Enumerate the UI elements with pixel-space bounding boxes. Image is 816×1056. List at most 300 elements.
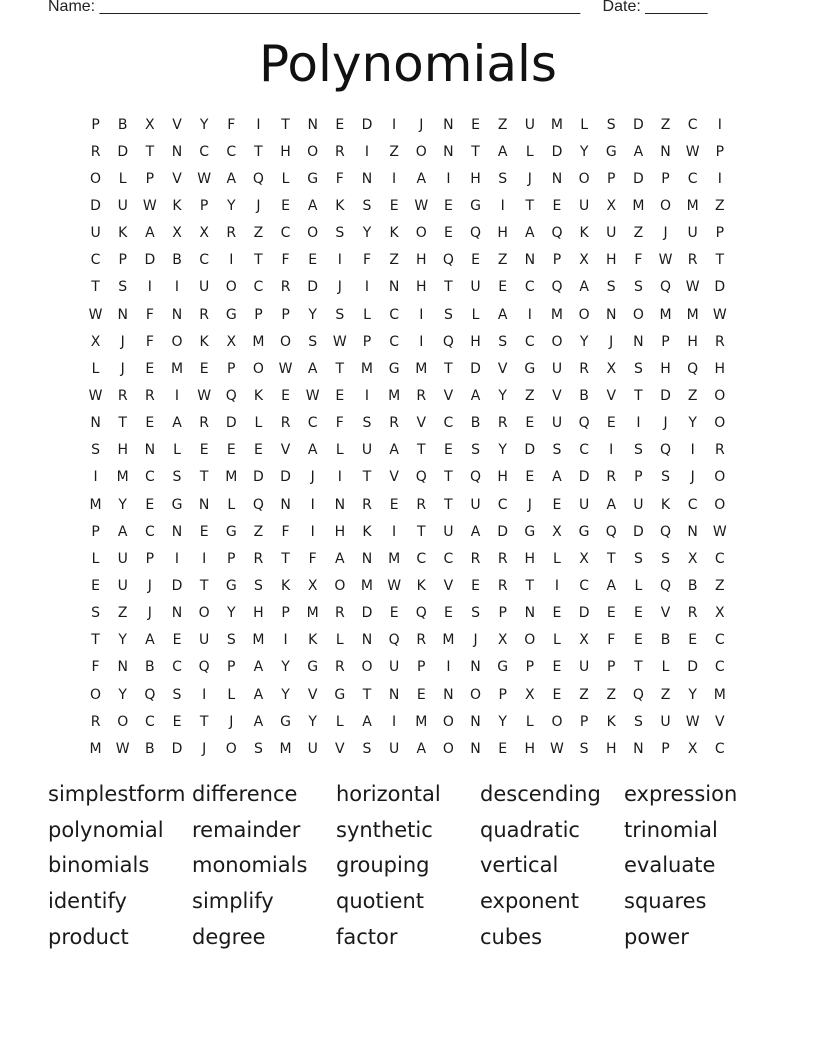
grid-cell[interactable]: T — [444, 496, 453, 513]
grid-cell[interactable]: C — [172, 659, 182, 676]
grid-cell[interactable]: V — [497, 360, 508, 377]
name-field-label[interactable]: Name: ______________________________________________________ — [48, 0, 581, 15]
grid-cell[interactable]: A — [335, 550, 345, 567]
grid-cell[interactable]: U — [388, 659, 400, 676]
grid-cell[interactable]: R — [470, 550, 481, 567]
grid-cell[interactable]: R — [416, 632, 427, 649]
grid-cell[interactable]: C — [199, 143, 210, 160]
grid-cell[interactable]: A — [145, 225, 155, 242]
grid-cell[interactable]: Q — [470, 225, 482, 242]
grid-cell[interactable]: F — [607, 632, 616, 649]
grid-cell[interactable]: S — [661, 469, 670, 486]
grid-cell[interactable]: W — [712, 306, 727, 323]
grid-cell[interactable]: I — [310, 523, 315, 540]
grid-cell[interactable]: Y — [579, 333, 589, 350]
grid-cell[interactable]: Z — [579, 686, 589, 703]
grid-cell[interactable]: M — [550, 116, 563, 133]
grid-cell[interactable]: Q — [388, 632, 400, 649]
grid-cell[interactable]: J — [337, 279, 342, 296]
grid-cell[interactable]: Y — [498, 387, 507, 404]
grid-cell[interactable]: E — [308, 252, 318, 269]
grid-cell[interactable]: R — [334, 143, 345, 160]
grid-cell[interactable]: Q — [252, 496, 264, 513]
grid-cell[interactable]: I — [147, 279, 152, 296]
grid-cell[interactable]: S — [335, 225, 345, 242]
grid-cell[interactable]: E — [498, 279, 508, 296]
grid-cell[interactable]: U — [578, 659, 590, 676]
grid-cell[interactable]: P — [91, 523, 100, 540]
grid-cell[interactable]: D — [253, 469, 264, 486]
grid-cell[interactable]: S — [661, 550, 670, 567]
grid-cell[interactable]: N — [171, 143, 183, 160]
grid-cell[interactable]: E — [199, 442, 209, 459]
grid-cell[interactable]: M — [686, 306, 699, 323]
grid-cell[interactable]: Q — [660, 577, 672, 594]
grid-cell[interactable]: O — [280, 333, 292, 350]
grid-cell[interactable]: E — [226, 442, 236, 459]
grid-cell[interactable]: D — [551, 143, 563, 160]
grid-cell[interactable]: T — [416, 442, 426, 459]
grid-cell[interactable]: P — [118, 252, 127, 269]
grid-cell[interactable]: F — [145, 333, 154, 350]
grid-cell[interactable]: L — [471, 306, 480, 323]
grid-cell[interactable]: N — [144, 442, 156, 459]
grid-cell[interactable]: H — [497, 225, 508, 242]
grid-cell[interactable]: H — [470, 333, 481, 350]
grid-cell[interactable]: T — [471, 143, 480, 160]
grid-cell[interactable]: X — [172, 225, 182, 242]
grid-cell[interactable]: C — [579, 442, 589, 459]
grid-cell[interactable]: L — [91, 550, 100, 567]
grid-cell[interactable]: D — [578, 605, 590, 622]
grid-cell[interactable]: A — [362, 713, 372, 730]
grid-cell[interactable]: E — [471, 116, 480, 133]
grid-cell[interactable]: J — [609, 333, 614, 350]
grid-cell[interactable]: N — [280, 496, 291, 513]
grid-cell[interactable]: W — [387, 577, 402, 594]
grid-cell[interactable]: N — [606, 306, 617, 323]
grid-cell[interactable]: D — [171, 577, 183, 594]
grid-cell[interactable]: R — [362, 496, 372, 513]
grid-cell[interactable]: Z — [117, 605, 128, 622]
grid-cell[interactable]: S — [172, 469, 182, 486]
grid-cell[interactable]: E — [335, 116, 345, 133]
grid-cell[interactable]: A — [172, 415, 182, 432]
grid-cell[interactable]: O — [442, 713, 454, 730]
grid-cell[interactable]: M — [89, 496, 102, 513]
grid-cell[interactable]: E — [552, 197, 562, 214]
grid-cell[interactable]: S — [335, 306, 345, 323]
grid-cell[interactable]: I — [419, 306, 424, 323]
grid-cell[interactable]: V — [443, 387, 454, 404]
grid-cell[interactable]: E — [552, 659, 562, 676]
grid-cell[interactable]: U — [388, 740, 400, 757]
grid-cell[interactable]: M — [116, 469, 129, 486]
grid-cell[interactable]: U — [199, 632, 210, 649]
grid-cell[interactable]: E — [606, 605, 616, 622]
grid-cell[interactable]: A — [226, 170, 237, 187]
grid-cell[interactable]: E — [389, 197, 399, 214]
grid-cell[interactable]: T — [281, 550, 290, 567]
grid-cell[interactable]: N — [470, 713, 481, 730]
grid-cell[interactable]: M — [360, 577, 374, 594]
grid-cell[interactable]: T — [145, 143, 155, 160]
grid-cell[interactable]: C — [199, 252, 210, 269]
grid-cell[interactable]: P — [661, 170, 670, 187]
grid-cell[interactable]: W — [712, 523, 727, 540]
grid-cell[interactable]: Y — [362, 225, 372, 242]
grid-cell[interactable]: Y — [199, 116, 209, 133]
grid-cell[interactable]: R — [144, 387, 155, 404]
grid-cell[interactable]: F — [362, 252, 371, 269]
grid-cell[interactable]: W — [685, 143, 700, 160]
grid-cell[interactable]: A — [416, 170, 427, 187]
grid-cell[interactable]: Q — [442, 252, 454, 269]
grid-cell[interactable]: N — [660, 143, 671, 160]
grid-cell[interactable]: E — [443, 605, 453, 622]
grid-cell[interactable]: W — [115, 740, 130, 757]
grid-cell[interactable]: D — [714, 279, 726, 296]
grid-cell[interactable]: R — [714, 442, 725, 459]
grid-cell[interactable]: H — [660, 360, 671, 377]
grid-cell[interactable]: J — [663, 225, 668, 242]
grid-cell[interactable]: Y — [579, 143, 589, 160]
grid-cell[interactable]: H — [714, 360, 726, 377]
grid-cell[interactable]: I — [636, 415, 641, 432]
grid-cell[interactable]: B — [172, 252, 182, 269]
grid-cell[interactable]: O — [90, 170, 102, 187]
grid-cell[interactable]: P — [91, 116, 100, 133]
grid-cell[interactable]: X — [307, 577, 318, 594]
grid-cell[interactable]: U — [470, 496, 481, 513]
grid-cell[interactable]: T — [444, 469, 453, 486]
grid-cell[interactable]: C — [389, 306, 399, 323]
grid-cell[interactable]: P — [145, 170, 155, 187]
grid-cell[interactable]: S — [118, 279, 128, 296]
grid-cell[interactable]: Q — [551, 279, 563, 296]
grid-cell[interactable]: N — [551, 170, 563, 187]
grid-cell[interactable]: U — [90, 225, 101, 242]
grid-cell[interactable]: R — [687, 605, 698, 622]
grid-cell[interactable]: T — [606, 550, 616, 567]
grid-cell[interactable]: X — [579, 550, 589, 567]
grid-cell[interactable]: S — [633, 442, 643, 459]
grid-cell[interactable]: T — [525, 197, 535, 214]
grid-cell[interactable]: G — [171, 496, 183, 513]
grid-cell[interactable]: L — [634, 577, 643, 594]
grid-cell[interactable]: F — [91, 659, 100, 676]
grid-cell[interactable]: D — [660, 387, 671, 404]
grid-cell[interactable]: Y — [118, 686, 127, 703]
grid-cell[interactable]: R — [416, 496, 427, 513]
grid-cell[interactable]: Z — [633, 225, 644, 242]
grid-cell[interactable]: A — [253, 659, 264, 676]
grid-cell[interactable]: D — [687, 659, 699, 676]
grid-cell[interactable]: Z — [497, 252, 508, 269]
grid-cell[interactable]: J — [147, 605, 152, 622]
grid-cell[interactable]: T — [335, 360, 345, 377]
grid-cell[interactable]: E — [145, 360, 155, 377]
grid-cell[interactable]: S — [172, 686, 182, 703]
grid-cell[interactable]: Z — [660, 116, 671, 133]
grid-cell[interactable]: L — [580, 116, 588, 133]
grid-cell[interactable]: O — [252, 360, 264, 377]
grid-cell[interactable]: C — [90, 252, 101, 269]
grid-cell[interactable]: S — [498, 170, 508, 187]
grid-cell[interactable]: P — [227, 360, 236, 377]
grid-cell[interactable]: A — [470, 387, 481, 404]
grid-cell[interactable]: T — [362, 469, 372, 486]
grid-cell[interactable]: M — [279, 740, 292, 757]
grid-cell[interactable]: K — [118, 225, 128, 242]
grid-cell[interactable]: I — [392, 713, 397, 730]
grid-cell[interactable]: D — [524, 442, 536, 459]
grid-cell[interactable]: S — [633, 360, 643, 377]
grid-cell[interactable]: P — [498, 686, 507, 703]
grid-cell[interactable]: E — [335, 387, 345, 404]
grid-cell[interactable]: Q — [660, 442, 672, 459]
grid-cell[interactable]: H — [415, 279, 427, 296]
grid-cell[interactable]: Z — [389, 252, 399, 269]
grid-cell[interactable]: O — [551, 333, 563, 350]
grid-cell[interactable]: W — [197, 170, 212, 187]
grid-cell[interactable]: M — [252, 333, 265, 350]
grid-cell[interactable]: X — [199, 225, 209, 242]
grid-cell[interactable]: A — [606, 577, 617, 594]
grid-cell[interactable]: O — [442, 740, 454, 757]
grid-cell[interactable]: U — [117, 550, 128, 567]
grid-cell[interactable]: M — [415, 713, 428, 730]
grid-cell[interactable]: G — [334, 686, 346, 703]
grid-cell[interactable]: U — [633, 496, 644, 513]
grid-cell[interactable]: A — [253, 686, 264, 703]
grid-cell[interactable]: N — [524, 252, 536, 269]
grid-cell[interactable]: T — [715, 252, 725, 269]
grid-cell[interactable]: C — [307, 415, 318, 432]
grid-cell[interactable]: E — [172, 632, 182, 649]
grid-cell[interactable]: T — [91, 279, 100, 296]
grid-cell[interactable]: R — [280, 279, 291, 296]
grid-cell[interactable]: U — [443, 523, 454, 540]
grid-cell[interactable]: R — [90, 713, 101, 730]
grid-cell[interactable]: V — [715, 713, 725, 730]
grid-cell[interactable]: S — [471, 442, 480, 459]
grid-cell[interactable]: N — [171, 306, 183, 323]
grid-cell[interactable]: W — [88, 387, 103, 404]
grid-cell[interactable]: Z — [660, 686, 671, 703]
grid-cell[interactable]: W — [88, 306, 103, 323]
grid-cell[interactable]: A — [579, 279, 589, 296]
grid-cell[interactable]: M — [89, 740, 102, 757]
grid-cell[interactable]: W — [142, 197, 157, 214]
grid-cell[interactable]: Q — [687, 360, 699, 377]
grid-cell[interactable]: L — [227, 686, 236, 703]
grid-cell[interactable]: C — [253, 279, 264, 296]
grid-cell[interactable]: L — [335, 632, 344, 649]
grid-cell[interactable]: I — [392, 116, 397, 133]
grid-cell[interactable]: I — [392, 523, 397, 540]
grid-cell[interactable]: P — [227, 659, 236, 676]
grid-cell[interactable]: Q — [442, 333, 454, 350]
grid-cell[interactable]: A — [307, 197, 318, 214]
grid-cell[interactable]: N — [171, 605, 183, 622]
grid-cell[interactable]: P — [661, 740, 670, 757]
grid-cell[interactable]: O — [171, 333, 183, 350]
grid-cell[interactable]: Z — [715, 197, 725, 214]
grid-cell[interactable]: N — [388, 686, 400, 703]
grid-cell[interactable]: P — [634, 469, 643, 486]
grid-cell[interactable]: J — [256, 197, 261, 214]
grid-cell[interactable]: Q — [415, 469, 427, 486]
grid-cell[interactable]: I — [717, 116, 722, 133]
grid-cell[interactable]: C — [144, 523, 155, 540]
grid-cell[interactable]: M — [415, 360, 428, 377]
grid-cell[interactable]: J — [527, 170, 532, 187]
grid-cell[interactable]: S — [362, 740, 372, 757]
grid-cell[interactable]: E — [552, 605, 562, 622]
grid-cell[interactable]: O — [578, 306, 590, 323]
grid-cell[interactable]: Q — [470, 469, 482, 486]
grid-cell[interactable]: U — [687, 225, 698, 242]
grid-cell[interactable]: I — [364, 279, 370, 296]
grid-cell[interactable]: T — [634, 387, 643, 404]
grid-cell[interactable]: U — [578, 197, 590, 214]
grid-cell[interactable]: Y — [118, 496, 127, 513]
grid-cell[interactable]: S — [579, 740, 589, 757]
grid-cell[interactable]: Q — [660, 523, 672, 540]
grid-cell[interactable]: E — [552, 496, 562, 513]
grid-cell[interactable]: J — [419, 116, 424, 133]
grid-cell[interactable]: D — [632, 116, 644, 133]
grid-cell[interactable]: I — [419, 333, 424, 350]
grid-cell[interactable]: V — [552, 387, 562, 404]
grid-cell[interactable]: R — [280, 415, 291, 432]
grid-cell[interactable]: E — [199, 360, 209, 377]
grid-cell[interactable]: P — [525, 659, 535, 676]
grid-cell[interactable]: W — [685, 279, 700, 296]
grid-cell[interactable]: I — [229, 252, 234, 269]
grid-cell[interactable]: B — [660, 632, 671, 649]
grid-cell[interactable]: B — [687, 577, 698, 594]
grid-cell[interactable]: H — [415, 252, 427, 269]
grid-cell[interactable]: E — [471, 577, 480, 594]
grid-cell[interactable]: I — [256, 116, 261, 133]
grid-cell[interactable]: D — [361, 116, 373, 133]
grid-cell[interactable]: H — [117, 442, 128, 459]
grid-cell[interactable]: V — [172, 170, 182, 187]
grid-cell[interactable]: S — [91, 442, 101, 459]
grid-cell[interactable]: G — [307, 170, 319, 187]
grid-cell[interactable]: K — [199, 333, 209, 350]
grid-cell[interactable]: P — [281, 605, 290, 622]
grid-cell[interactable]: X — [497, 632, 508, 649]
grid-cell[interactable]: U — [551, 360, 563, 377]
grid-cell[interactable]: M — [252, 632, 265, 649]
grid-cell[interactable]: B — [117, 116, 128, 133]
grid-cell[interactable]: P — [362, 333, 372, 350]
grid-cell[interactable]: S — [362, 197, 372, 214]
grid-cell[interactable]: O — [551, 713, 563, 730]
grid-cell[interactable]: X — [687, 740, 698, 757]
grid-cell[interactable]: A — [606, 496, 617, 513]
grid-cell[interactable]: C — [524, 333, 535, 350]
grid-cell[interactable]: K — [606, 713, 616, 730]
grid-cell[interactable]: O — [117, 713, 129, 730]
grid-cell[interactable]: O — [334, 577, 346, 594]
grid-cell[interactable]: M — [388, 550, 401, 567]
grid-cell[interactable]: A — [117, 523, 128, 540]
grid-cell[interactable]: E — [145, 496, 155, 513]
grid-cell[interactable]: O — [90, 686, 102, 703]
grid-cell[interactable]: Y — [281, 659, 290, 676]
grid-cell[interactable]: N — [633, 333, 644, 350]
grid-cell[interactable]: T — [444, 279, 453, 296]
grid-cell[interactable]: P — [715, 143, 725, 160]
grid-cell[interactable]: T — [634, 659, 643, 676]
grid-cell[interactable]: N — [443, 143, 454, 160]
grid-cell[interactable]: C — [714, 632, 725, 649]
grid-cell[interactable]: Q — [144, 686, 156, 703]
grid-cell[interactable]: G — [225, 523, 237, 540]
grid-cell[interactable]: W — [685, 713, 700, 730]
grid-cell[interactable]: E — [633, 632, 643, 649]
grid-cell[interactable]: H — [687, 333, 698, 350]
grid-cell[interactable]: W — [332, 333, 347, 350]
grid-cell[interactable]: R — [579, 360, 589, 377]
grid-cell[interactable]: X — [687, 550, 698, 567]
grid-cell[interactable]: R — [389, 415, 399, 432]
grid-cell[interactable]: L — [553, 550, 561, 567]
grid-cell[interactable]: T — [199, 577, 209, 594]
grid-cell[interactable]: C — [443, 550, 454, 567]
grid-cell[interactable]: U — [307, 740, 318, 757]
grid-cell[interactable]: M — [360, 360, 374, 377]
grid-cell[interactable]: E — [471, 252, 480, 269]
grid-cell[interactable]: W — [550, 740, 564, 757]
grid-cell[interactable]: E — [606, 415, 616, 432]
grid-cell[interactable]: T — [444, 360, 453, 377]
grid-cell[interactable]: D — [90, 197, 101, 214]
grid-cell[interactable]: O — [714, 387, 726, 404]
grid-cell[interactable]: N — [361, 170, 373, 187]
grid-cell[interactable]: N — [470, 740, 481, 757]
grid-cell[interactable]: R — [687, 252, 698, 269]
grid-cell[interactable]: J — [473, 632, 478, 649]
grid-cell[interactable]: Q — [551, 225, 563, 242]
grid-cell[interactable]: P — [199, 197, 209, 214]
grid-cell[interactable]: D — [280, 469, 291, 486]
grid-cell[interactable]: U — [578, 496, 590, 513]
grid-cell[interactable]: C — [714, 550, 725, 567]
grid-cell[interactable]: P — [552, 252, 562, 269]
grid-cell[interactable]: U — [524, 116, 535, 133]
grid-cell[interactable]: I — [446, 170, 451, 187]
grid-cell[interactable]: X — [579, 252, 589, 269]
grid-cell[interactable]: A — [525, 225, 535, 242]
grid-cell[interactable]: N — [470, 659, 481, 676]
grid-cell[interactable]: E — [281, 197, 290, 214]
grid-cell[interactable]: K — [172, 197, 182, 214]
grid-cell[interactable]: O — [632, 306, 644, 323]
grid-cell[interactable]: M — [306, 605, 319, 622]
grid-cell[interactable]: C — [714, 659, 725, 676]
grid-cell[interactable]: U — [117, 197, 128, 214]
grid-cell[interactable]: A — [552, 469, 562, 486]
grid-cell[interactable]: E — [253, 442, 263, 459]
grid-cell[interactable]: G — [470, 197, 481, 214]
grid-cell[interactable]: B — [145, 659, 155, 676]
grid-cell[interactable]: T — [254, 143, 263, 160]
